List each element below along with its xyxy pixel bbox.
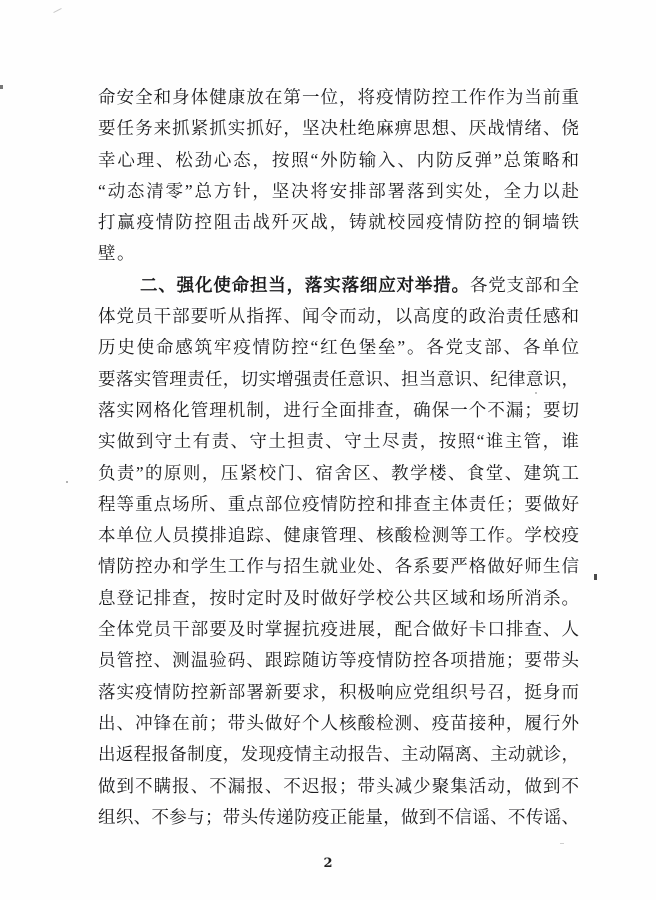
section-heading-rest: 各党支部和全 bbox=[469, 274, 579, 295]
scan-artifact bbox=[594, 574, 597, 580]
text-line: 要落实管理责任，切实增强责任意识、担当意识、纪律意识， bbox=[98, 368, 579, 389]
text-line: 落实疫情防控新部署新要求，积极响应党组织号召，挺身而 bbox=[98, 681, 579, 702]
text-line: 情防控办和学生工作与招生就业处、各系要严格做好师生信 bbox=[98, 556, 579, 577]
text-line: 命安全和身体健康放在第一位，将疫情防控工作作为当前重 bbox=[98, 87, 579, 107]
text-line: 全体党员干部要及时掌握抗疫进展，配合做好卡口排查、人 bbox=[98, 619, 579, 640]
scan-artifact bbox=[560, 843, 564, 844]
text-line: 实做到守土有责、守土担责、守土尽责，按照“谁主管，谁 bbox=[98, 431, 579, 452]
text-line: 出返程报备制度，发现疫情主动报告、主动隔离、主动就诊， bbox=[98, 744, 579, 765]
text-line: 体党员干部要听从指挥、闻令而动，以高度的政治责任感和 bbox=[98, 306, 579, 327]
scan-artifact bbox=[53, 8, 61, 13]
text-line: “动态清零”总方针，坚决将安排部署落到实处，全力以赴 bbox=[98, 180, 579, 201]
text-line: 要任务来抓紧抓实抓好，坚决杜绝麻痹思想、厌战情绪、侥 bbox=[98, 118, 579, 139]
text-line: 出、冲锋在前；带头做好个人核酸检测、疫苗接种，履行外 bbox=[98, 712, 579, 733]
text-line: 员管控、测温验码、跟踪随访等疫情防控各项措施；要带头 bbox=[98, 650, 579, 671]
text-line: 组织、不参与；带头传递防疫正能量，做到不信谣、不传谣、 bbox=[98, 806, 579, 827]
scan-artifact bbox=[66, 481, 68, 483]
text-line: 历史使命感筑牢疫情防控“红色堡垒”。各党支部、各单位 bbox=[98, 337, 579, 358]
text-line: 打赢疫情防控阻击战歼灭战，铸就校园疫情防控的铜墙铁 bbox=[98, 212, 579, 233]
text-line: 壁。 bbox=[98, 243, 136, 264]
text-line-section-heading bbox=[98, 270, 579, 301]
text-line: 落实网格化管理机制，进行全面排查，确保一个不漏；要切 bbox=[98, 399, 579, 420]
text-line: 做到不瞒报、不漏报、不迟报；带头减少聚集活动，做到不 bbox=[98, 775, 579, 796]
text-line: 幸心理、松劲心态，按照“外防输入、内防反弹”总策略和 bbox=[98, 149, 579, 170]
text-line: 程等重点场所、重点部位疫情防控和排查主体责任；要做好 bbox=[98, 493, 579, 514]
text-line: 息登记排查，按时定时及时做好学校公共区域和场所消杀。 bbox=[98, 587, 579, 608]
text-line: 负责”的原则，压紧校门、宿舍区、教学楼、食堂、建筑工 bbox=[98, 462, 579, 483]
scan-artifact bbox=[0, 85, 3, 89]
body-text-block bbox=[98, 82, 579, 833]
section-heading-bold: 二、强化使命担当，落实落细应对举措。 bbox=[140, 274, 470, 295]
page-number: 2 bbox=[323, 856, 333, 871]
text-line: 本单位人员摸排追踪、健康管理、核酸检测等工作。学校疫 bbox=[98, 525, 579, 546]
